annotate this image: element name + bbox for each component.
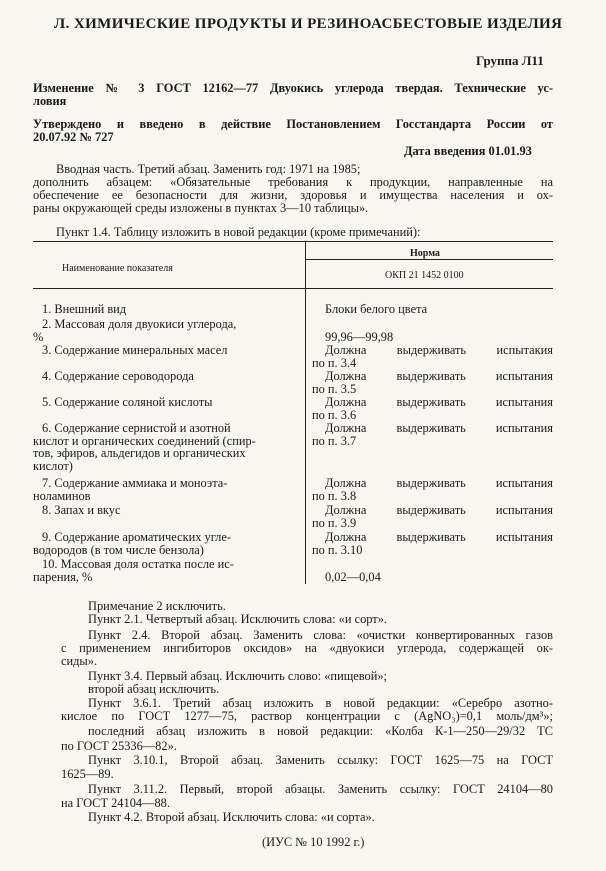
paragraph-line: с применением ингибиторов оксидов» на «двуокиси углерода, содержащей ок- bbox=[61, 641, 553, 655]
table-header-rule bbox=[33, 288, 553, 289]
table-cell-indicator: 2. Массовая доля двуокиси углерода, bbox=[42, 317, 237, 331]
table-cell-norm: Блоки белого цвета bbox=[325, 302, 428, 316]
amendment-title: Изменение № 3 ГОСТ 12162—77 Двуокись углерода твердая. Технические ус- bbox=[33, 81, 553, 95]
table-cell-indicator: ноламинов bbox=[33, 488, 91, 503]
table-column-divider bbox=[305, 288, 306, 584]
table-cell-indicator: кислот и органических соединений (спир- bbox=[33, 433, 256, 448]
table-cell-indicator: тов, эфиров, альдегидов и органических bbox=[33, 446, 246, 461]
column-header-okp: ОКП 21 1452 0100 bbox=[385, 270, 464, 281]
intro-line: обеспечение ее безопасности для жизни, здоровья и имущества населения и ох- bbox=[33, 188, 553, 202]
approval-text: Утверждено и введено в действие Постановлением Госстандарта России от bbox=[33, 117, 553, 131]
table-cell-indicator: 6. Содержание сернистой и азотной bbox=[42, 421, 231, 435]
table-cell-indicator: 8. Запах и вкус bbox=[42, 503, 121, 517]
paragraph-line: Пункт 4.2. Второй абзац. Исключить слова: «и сорта». bbox=[88, 810, 375, 824]
paragraph-line: по ГОСТ 25336—82». bbox=[61, 739, 177, 753]
column-header-norm: Норма bbox=[410, 248, 440, 259]
table-cell-norm: по п. 3.5 bbox=[312, 381, 357, 396]
paragraph-line: Пункт 2.4. Второй абзац. Заменить слова: «очистки конвертированных газов bbox=[88, 628, 553, 642]
group-label: Группа Л11 bbox=[476, 53, 544, 68]
table-cell-indicator: 4. Содержание сероводорода bbox=[42, 369, 194, 383]
paragraph-line: Пункт 3.11.2. Первый, второй абзацы. Заменить ссылку: ГОСТ 24104—80 bbox=[88, 782, 553, 796]
table-cell-indicator: парения, % bbox=[33, 569, 93, 584]
table-cell-norm: Должна выдерживать испытания bbox=[325, 530, 553, 544]
paragraph-line: кислое по ГОСТ 1277—75, раствор концентрации c (AgNO₃)=0,1 моль/дм³»; bbox=[61, 709, 553, 723]
column-header-name: Наименование показателя bbox=[62, 263, 173, 274]
table-cell-indicator: 7. Содержание аммиака и моноэта- bbox=[42, 476, 228, 490]
paragraph-line: второй абзац исключить. bbox=[88, 682, 220, 696]
paragraph-line: Пункт 3.4. Первый абзац. Исключить слово: «пищевой»; bbox=[88, 669, 387, 683]
paragraph-line: последний абзац изложить в новой редакции: «Колба К-1—250—29/32 ТС bbox=[88, 724, 553, 738]
table-cell-norm: Должна выдерживать испытакия bbox=[325, 343, 553, 357]
table-cell-norm: по п. 3.9 bbox=[312, 515, 357, 530]
approval-text-cont: 20.07.92 № 727 bbox=[33, 130, 114, 144]
paragraph-line: на ГОСТ 24104—88. bbox=[61, 796, 170, 810]
table-cell-indicator: водородов (в том числе бензола) bbox=[33, 542, 204, 557]
intro-line: Пункт 1.4. Таблицу изложить в новой редакции (кроме примечаний): bbox=[56, 225, 421, 239]
table-cell-indicator: 10. Массовая доля остатка после ис- bbox=[42, 557, 234, 571]
intro-line: Вводная часть. Третий абзац. Заменить год: 1971 на 1985; bbox=[56, 162, 361, 176]
table-cell-indicator: 9. Содержание ароматических угле- bbox=[42, 530, 231, 544]
paragraph-line: Пункт 3.10.1, Второй абзац. Заменить ссылку: ГОСТ 1625—75 на ГОСТ bbox=[88, 753, 553, 767]
table-column-divider bbox=[305, 241, 306, 288]
table-cell-norm: Должна выдерживать испытания bbox=[325, 369, 553, 383]
intro-line: дополнить абзацем: «Обязательные требования к продукции, направленные на bbox=[33, 175, 553, 189]
table-cell-indicator: % bbox=[33, 329, 44, 344]
table-cell-indicator: 3. Содержание минеральных масел bbox=[42, 343, 228, 357]
source-footer: (ИУС № 10 1992 г.) bbox=[262, 835, 365, 849]
section-title: Л. ХИМИЧЕСКИЕ ПРОДУКТЫ И РЕЗИНОАСБЕСТОВЫЕ ИЗДЕЛИЯ bbox=[54, 16, 563, 32]
table-cell-norm: 99,96—99,98 bbox=[325, 329, 394, 344]
table-cell-norm: 0,02—0,04 bbox=[325, 569, 381, 584]
effective-date: Дата введения 01.01.93 bbox=[404, 144, 532, 158]
table-cell-norm: по п. 3.4 bbox=[312, 355, 357, 370]
paragraph-line: Примечание 2 исключить. bbox=[88, 599, 226, 613]
table-cell-norm: Должна выдерживать испытания bbox=[325, 395, 553, 409]
table-cell-norm: по п. 3.8 bbox=[312, 488, 357, 503]
paragraph-line: Пункт 3.6.1. Третий абзац изложить в новой редакции: «Серебро азотно- bbox=[88, 696, 553, 710]
intro-line: раны окружающей среды изложены в пунктах 3—10 таблицы». bbox=[33, 201, 369, 215]
table-cell-indicator: 5. Содержание соляной кислоты bbox=[42, 395, 213, 409]
table-cell-norm: по п. 3.6 bbox=[312, 407, 357, 422]
paragraph-line: Пункт 2.1. Четвертый абзац. Исключить слова: «и сорт». bbox=[88, 612, 388, 626]
table-top-rule bbox=[33, 241, 553, 242]
paragraph-line: сиды». bbox=[61, 654, 98, 668]
table-cell-norm: Должна выдерживать испытания bbox=[325, 476, 553, 490]
amendment-title-cont: ловия bbox=[33, 94, 67, 108]
table-cell-norm: Должна выдерживать испытания bbox=[325, 503, 553, 517]
paragraph-line: 1625—89. bbox=[61, 767, 114, 781]
table-cell-indicator: кислот) bbox=[33, 458, 73, 473]
table-cell-indicator: 1. Внешний вид bbox=[42, 302, 127, 316]
table-cell-norm: по п. 3.7 bbox=[312, 433, 357, 448]
table-cell-norm: Должна выдерживать испытания bbox=[325, 421, 553, 435]
table-cell-norm: по п. 3.10 bbox=[312, 542, 363, 557]
